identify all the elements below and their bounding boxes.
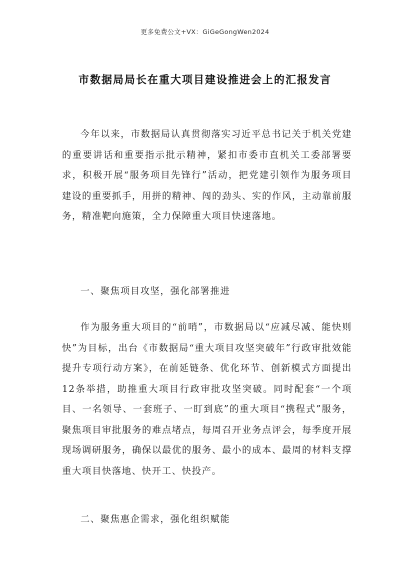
intro-paragraph: [62, 125, 352, 228]
document-title: 市数据局局长在重大项目建设推进会上的汇报发言: [78, 74, 332, 86]
heading-text: 二、聚焦惠企需求，强化组织赋能: [80, 514, 231, 525]
paragraph-text: 今年以来，市数据局认真贯彻落实习近平总书记关于机关党建的重要讲话和重要指示批示精神，紧扣市委市直机关工委部署要求，积极开展“服务项目先锋行”活动，把党建引领作为服务项目建设的重要抓手，用拼的精神、闯的劲头、实的作风，主动靠前服务，精准靶向施策，全力保障重大项目快速落地。: [62, 129, 352, 222]
paragraph-text: 作为服务重大项目的“前哨”，市数据局以“应减尽减、能快则快”为目标，出台《市数据局“重大项目攻坚突破年”行政审批效能提升专项行动方案》，在前延链条、优化环节、创新模式方面提出12条举措，助推重大项目行政审批攻坚突破。同时配套“一个项目、一名领导、一套班子、一盯到底”的重大项目“携程式”服务，聚焦项目审批服务的难点堵点，每周召开业务点评会，每季度开展现场调研服务，确保以最优的服务、最小的成本、最周的材料支撑重大项目快落地、快开工、快投产。: [62, 322, 352, 477]
section-1-paragraph: [62, 318, 352, 482]
heading-text: 一、聚焦项目攻坚，强化部署推进: [80, 286, 231, 297]
header-note: 更多免费公文+VX：GiGeGongWen2024: [140, 28, 270, 36]
section-heading-2: [62, 510, 352, 531]
section-heading-1: [62, 282, 352, 303]
